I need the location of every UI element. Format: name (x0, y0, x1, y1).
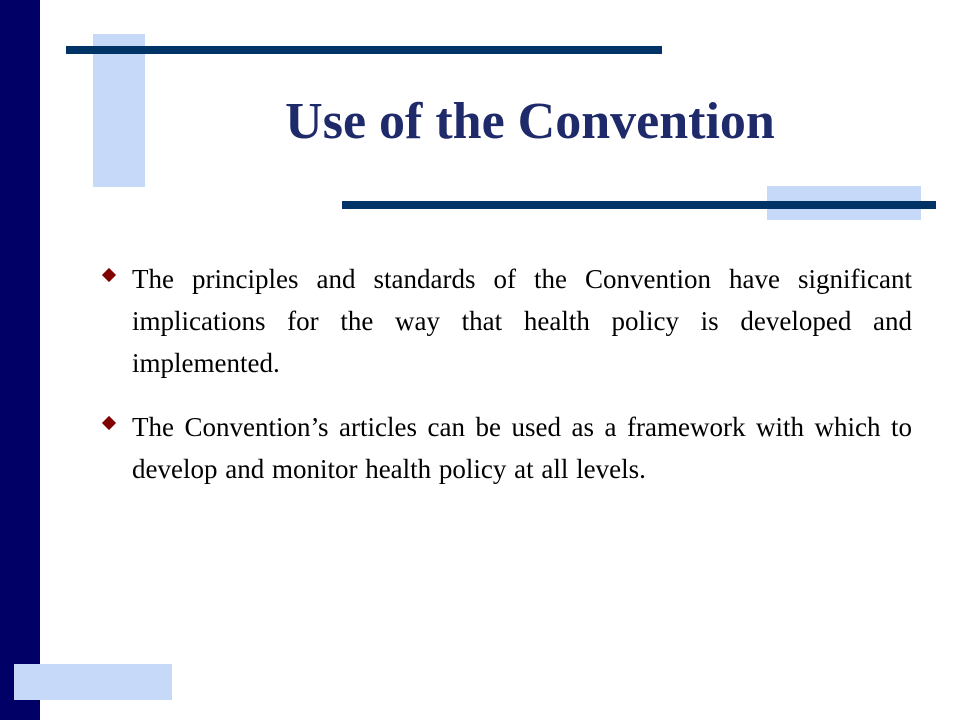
slide-title: Use of the Convention (285, 93, 775, 150)
bullet-text: The principles and standards of the Convention have significant implications for the way that health policy is developed and implemented. (132, 264, 912, 378)
decorative-top-line (66, 46, 662, 54)
diamond-bullet-icon (102, 268, 116, 282)
bullet-list (100, 258, 912, 512)
bullet-item (100, 258, 912, 384)
decorative-vertical-block (93, 34, 145, 187)
bullet-text: The Convention’s articles can be used as a framework with which to develop and monitor health policy at all levels. (132, 412, 912, 484)
decorative-bottom-line (342, 201, 936, 209)
bullet-item (100, 406, 912, 490)
left-sidebar-bar (0, 0, 40, 720)
diamond-bullet-icon (102, 416, 116, 430)
decorative-bottom-left-block (14, 664, 172, 700)
